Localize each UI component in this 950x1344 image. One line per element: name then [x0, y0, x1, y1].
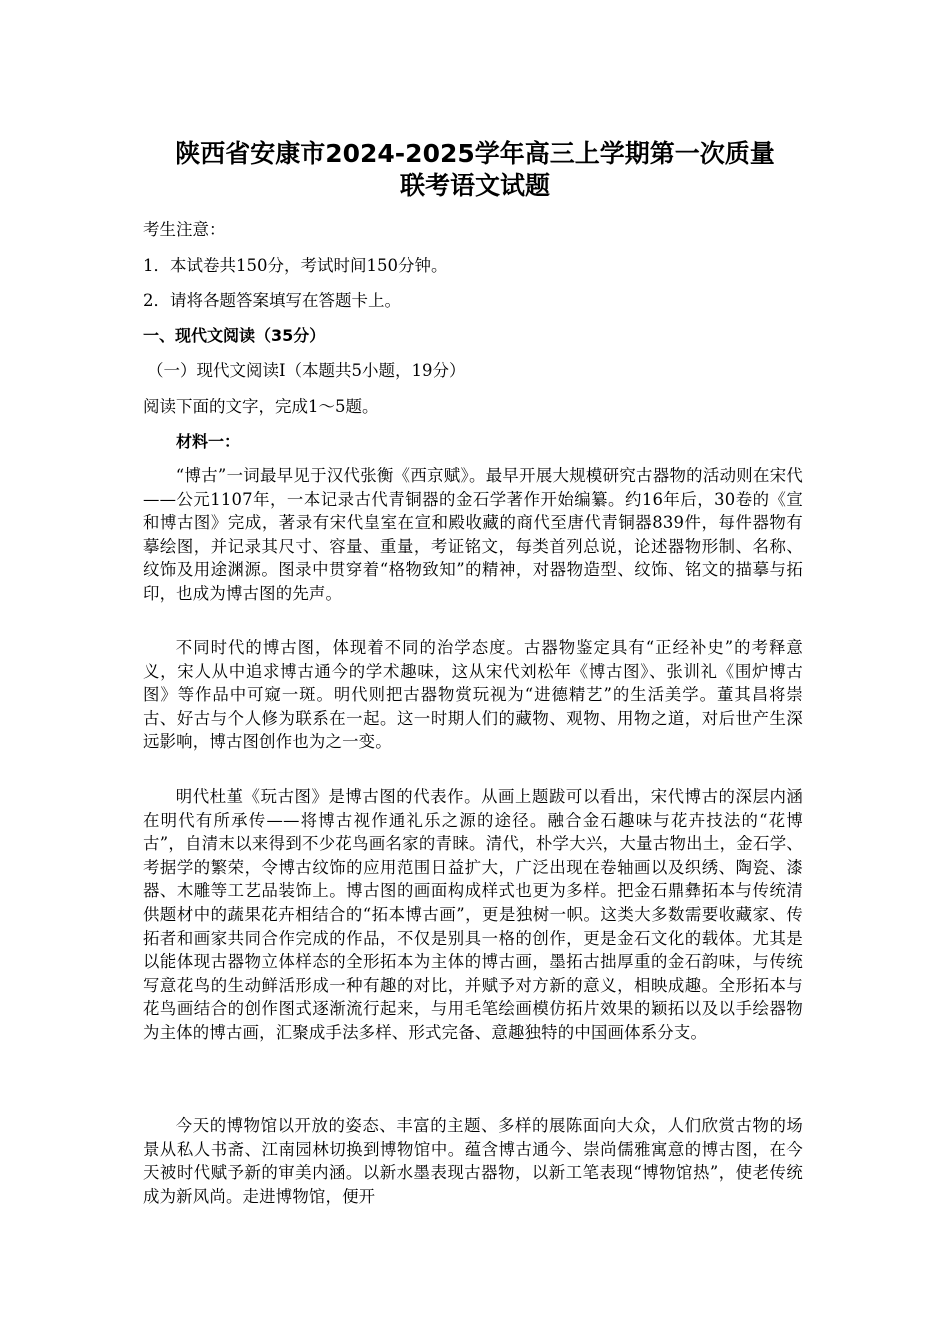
subsection-heading: （一）现代文阅读Ⅰ（本题共5小题，19分）: [147, 361, 466, 380]
reading-instruction: 阅读下面的文字，完成1～5题。: [143, 397, 379, 416]
document-title: [120, 138, 830, 202]
paragraph-3: 明代杜堇《玩古图》是博古图的代表作。从画上题跋可以看出，宋代博古的深层内涵在明代有所承传——将博古视作通礼乐之源的途径。融合金石趣味与花卉技法的“花博古”，自清末以来得到不少花鸟画名家的青睐。清代，朴学大兴，大量古物出土，金石学、考据学的繁荣，令博古纹饰的应用范围日益扩大，广泛出现在卷轴画以及织绣、陶瓷、漆器、木雕等工艺品装饰上。博古图的画面构成样式也更为多样。把金石鼎彝拓本与传统清供题材中的蔬果花卉相结合的“拓本博古画”，更是独树一帜。这类大多数需要收藏家、传拓者和画家共同合作完成的作品，不仅是别具一格的创作，更是金石文化的载体。尤其是以能体现古器物立体样态的全形拓本为主体的博古画，墨拓古拙厚重的金石韵味，与传统写意花鸟的生动鲜活形成一种有趣的对比，并赋予对方新的意义，相映成趣。全形拓本与花鸟画结合的创作图式逐渐流行起来，与用毛笔绘画模仿拓片效果的颖拓以及以手绘器物为主体的博古画，汇聚成手法多样、形式完备、意趣独特的中国画体系分支。: [143, 787, 803, 1042]
title-line-1: 陕西省安康市2024-2025学年高三上学期第一次质量: [175, 139, 775, 168]
paragraph-4: 今天的博物馆以开放的姿态、丰富的主题、多样的展陈面向大众，人们欣赏古物的场景从私人书斋、江南园林切换到博物馆中。蕴含博古通今、崇尚儒雅寓意的博古图，在今天被时代赋予新的审美内涵。以新水墨表现古器物，以新工笔表现“博物馆热”，使老传统成为新风尚。走进博物馆，便开: [143, 1116, 803, 1206]
paragraph-1: “博古”一词最早见于汉代张衡《西京赋》。最早开展大规模研究古器物的活动则在宋代——公元1107年，一本记录古代青铜器的金石学著作开始编纂。约16年后，30卷的《宣和博古图》完成，著录有宋代皇室在宣和殿收藏的商代至唐代青铜器839件，每件器物有摹绘图，并记录其尺寸、容量、重量，考证铭文，每类首列总说，论述器物形制、名称、纹饰及用途渊源。图录中贯穿着“格物致知”的精神，对器物造型、纹饰、铭文的描摹与拓印，也成为博古图的先声。: [143, 466, 803, 603]
material-label: 材料一：: [176, 432, 241, 451]
title-line-2: 联考语文试题: [399, 171, 550, 200]
notice-heading: 考生注意：: [143, 220, 226, 239]
paragraph-2: 不同时代的博古图，体现着不同的治学态度。古器物鉴定具有“正经补史”的考释意义，宋人从中追求博古通今的学术趣味，这从宋代刘松年《博古图》、张训礼《围炉博古图》等作品中可窥一斑。明代则把古器物赏玩视为“进德精艺”的生活美学。董其昌将崇古、好古与个人修为联系在一起。这一时期人们的藏物、观物、用物之道，对后世产生深远影响，博古图创作也为之一变。: [143, 638, 803, 752]
notice-item-2: 2．请将各题答案填写在答题卡上。: [143, 291, 401, 310]
notice-item-1: 1．本试卷共150分，考试时间150分钟。: [143, 256, 448, 275]
section-heading: 一、现代文阅读（35分）: [143, 326, 326, 345]
